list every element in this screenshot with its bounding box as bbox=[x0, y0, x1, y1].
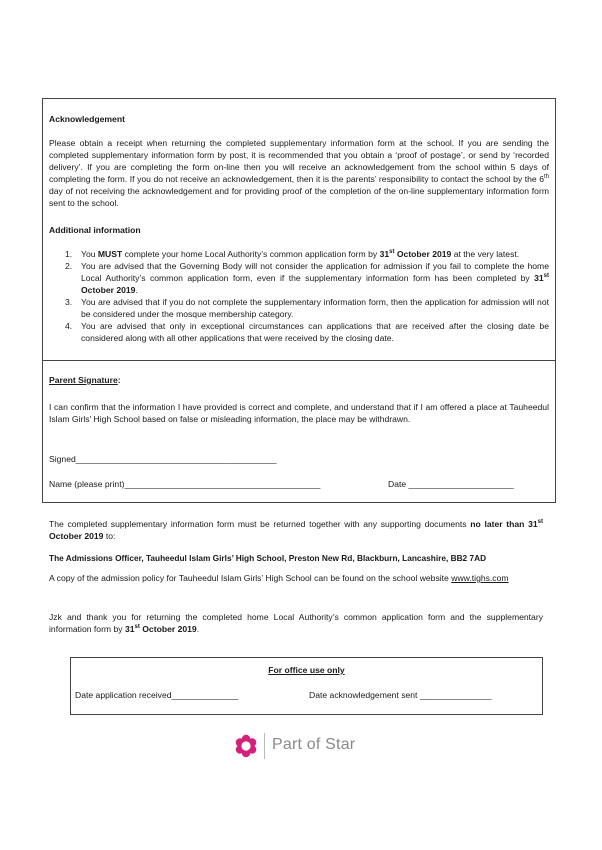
star-logo-icon bbox=[233, 733, 259, 759]
school-website-link[interactable]: www.tighs.com bbox=[451, 573, 509, 583]
additional-information-heading: Additional information bbox=[49, 225, 141, 235]
signed-field[interactable]: Signed__________________________________________ bbox=[49, 454, 277, 464]
additional-information-list bbox=[63, 248, 549, 344]
admission-policy-text: A copy of the admission policy for Tauheedul Islam Girls’ High School can be found on the school website www.tighs.com bbox=[49, 573, 509, 583]
date-field[interactable]: Date ______________________ bbox=[388, 479, 514, 489]
return-address: The Admissions Officer, Tauheedul Islam Girls’ High School, Preston New Rd, Blackburn, Lancashire, BB2 7AD bbox=[49, 553, 487, 563]
confirmation-text: I can confirm that the information I have provided is correct and complete, and understand that if I am offered a place at Tauheedul Islam Girls’ High School based on false or misleading information, the place may be withdrawn. bbox=[49, 402, 549, 424]
list-item: 4. You are advised that only in exceptional circumstances can applications that are received after the closing date be considered along with all other applications that were received by the closing date. bbox=[65, 321, 549, 343]
date-received-field[interactable]: Date application received______________ bbox=[75, 690, 239, 700]
list-item: 2. You are advised that the Governing Body will not consider the application for admission if you fail to complete the home Local Authority’s common application form, even if the supplementary information form has been completed by 31st October 2019. bbox=[65, 261, 549, 295]
list-item: 3. You are advised that if you do not complete the supplementary information form, then the application for admission will not be considered under the mosque membership category. bbox=[65, 297, 549, 319]
return-instructions: The completed supplementary information form must be returned together with any supporting documents no later than 31st October 2019 to: bbox=[49, 519, 543, 541]
list-item: 1. You MUST complete your home Local Authority’s common application form by 31st October 2019 at the very latest. bbox=[65, 249, 520, 259]
office-use-heading: For office use only bbox=[268, 665, 345, 675]
parent-signature-heading: Parent Signature: bbox=[49, 375, 121, 385]
logo-divider bbox=[264, 733, 265, 759]
date-acknowledgement-field[interactable]: Date acknowledgement sent _______________ bbox=[309, 690, 492, 700]
thank-you-text: Jzk and thank you for returning the completed home Local Authority’s common application form and the supplementary information form by 31st October 2019. bbox=[49, 612, 543, 634]
logo-text: Part of Star bbox=[272, 736, 356, 753]
acknowledgement-paragraph: Please obtain a receipt when returning the completed supplementary information form at the school. If you are sending the completed supplementary information form by post, it is recommended that you obtain a ‘proof of postage’, or send by ‘recorded delivery’. If you are completing the form on-line then you will receive an acknowledgement from the school within 5 days of completing the form. If you do not receive an acknowledgement, then it is the parents’ responsibility to contact the school by the 6th day of not receiving the acknowledgement and for providing proof of the completion of the on-line supplementary information form sent to the school. bbox=[49, 138, 549, 208]
acknowledgement-heading: Acknowledgement bbox=[49, 114, 125, 124]
name-print-field[interactable]: Name (please print)_________________________________________ bbox=[49, 479, 321, 489]
